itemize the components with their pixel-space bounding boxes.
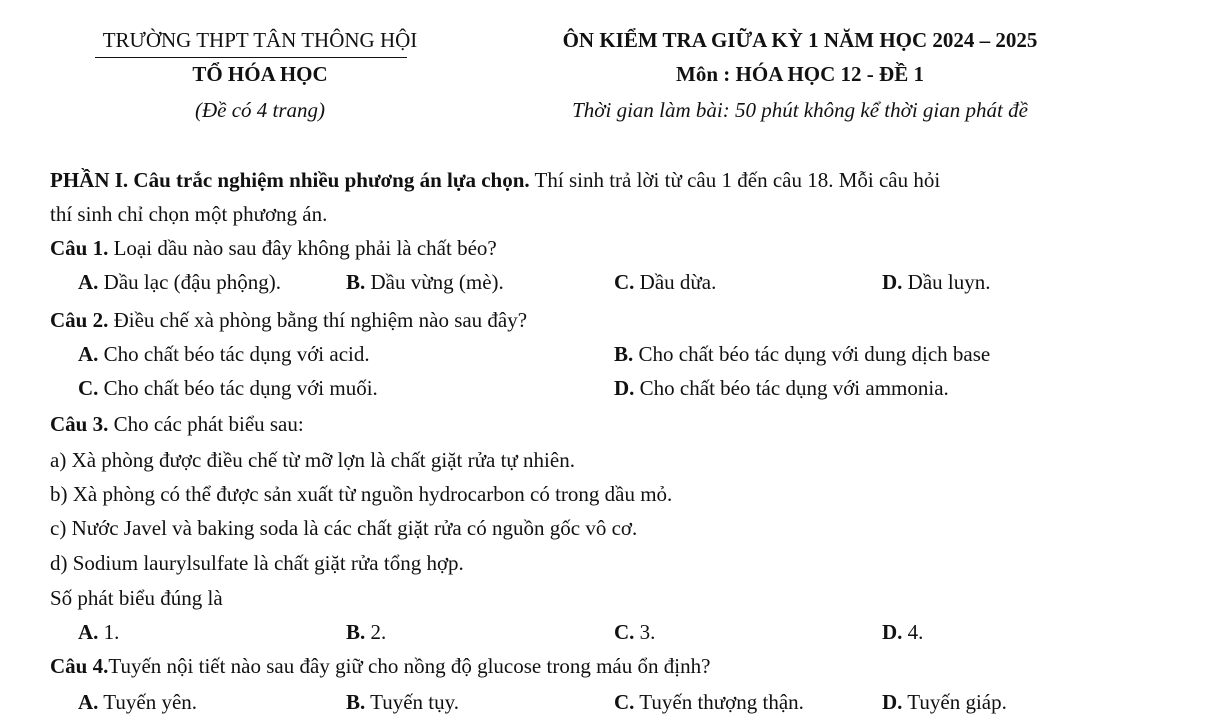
q1-option-b: B. Dầu vừng (mè).: [346, 270, 504, 294]
part1-title: PHẦN I. Câu trắc nghiệm nhiều phương án lựa chọn.: [50, 168, 530, 192]
part1-instruction-cont: thí sinh chỉ chọn một phương án.: [50, 202, 328, 226]
question-label: Câu 1.: [50, 236, 109, 260]
q4-option-c: C. Tuyến thượng thận.: [614, 690, 804, 714]
q4-option-a: A. Tuyến yên.: [78, 690, 198, 714]
department-name: TỔ HÓA HỌC: [192, 62, 328, 86]
q2-option-b: B. Cho chất béo tác dụng với dung dịch base: [614, 342, 991, 366]
q2-option-d: D. Cho chất béo tác dụng với ammonia.: [614, 376, 949, 400]
q3-option-d: D. 4.: [882, 620, 924, 644]
q3-option-b: B. 2.: [346, 620, 387, 644]
part1-heading: [50, 168, 940, 193]
question-label: Câu 2.: [50, 308, 109, 332]
q3-statement-c: c) Nước Javel và baking soda là các chất giặt rửa có nguồn gốc vô cơ.: [50, 516, 638, 540]
question-4: [50, 654, 710, 679]
school-name: TRƯỜNG THPT TÂN THÔNG HỘI: [102, 28, 418, 52]
question-text: Tuyến nội tiết nào sau đây giữ cho nồng độ glucose trong máu ổn định?: [108, 654, 711, 678]
exam-title: ÔN KIỂM TRA GIỮA KỲ 1 NĂM HỌC 2024 – 2025: [562, 28, 1038, 52]
exam-time-note: Thời gian làm bài: 50 phút không kể thời gian phát đề: [572, 98, 1028, 122]
q3-statement-d: d) Sodium laurylsulfate là chất giặt rửa tổng hợp.: [50, 551, 464, 575]
q1-option-a: A. Dầu lạc (đậu phộng).: [78, 270, 281, 294]
pages-note: (Đề có 4 trang): [194, 98, 326, 122]
q3-statement-a: a) Xà phòng được điều chế từ mỡ lợn là chất giặt rửa tự nhiên.: [50, 448, 575, 472]
question-label: Câu 4.: [50, 654, 109, 678]
q2-option-c: C. Cho chất béo tác dụng với muối.: [78, 376, 378, 400]
q4-option-d: D. Tuyến giáp.: [882, 690, 1007, 714]
q3-statement-b: b) Xà phòng có thể được sản xuất từ nguồn hydrocarbon có trong dầu mỏ.: [50, 482, 673, 506]
q4-option-b: B. Tuyến tụy.: [346, 690, 460, 714]
question-1: [50, 236, 497, 261]
q1-option-d: D. Dầu luyn.: [882, 270, 991, 294]
q1-option-c: C. Dầu dừa.: [614, 270, 717, 294]
question-text: Loại dầu nào sau đây không phải là chất béo?: [108, 236, 497, 260]
question-text: Cho các phát biểu sau:: [108, 412, 304, 436]
q3-option-c: C. 3.: [614, 620, 656, 644]
exam-subject: Môn : HÓA HỌC 12 - ĐỀ 1: [676, 62, 924, 86]
school-underline: [95, 57, 407, 58]
q2-option-a: A. Cho chất béo tác dụng với acid.: [78, 342, 370, 366]
q3-option-a: A. 1.: [78, 620, 120, 644]
question-text: Điều chế xà phòng bằng thí nghiệm nào sau đây?: [108, 308, 528, 332]
question-label: Câu 3.: [50, 412, 109, 436]
question-2: [50, 308, 527, 333]
q3-prompt: Số phát biểu đúng là: [50, 586, 223, 610]
part1-instruction: Thí sinh trả lời từ câu 1 đến câu 18. Mỗi câu hỏi: [529, 168, 941, 192]
question-3: [50, 412, 304, 437]
